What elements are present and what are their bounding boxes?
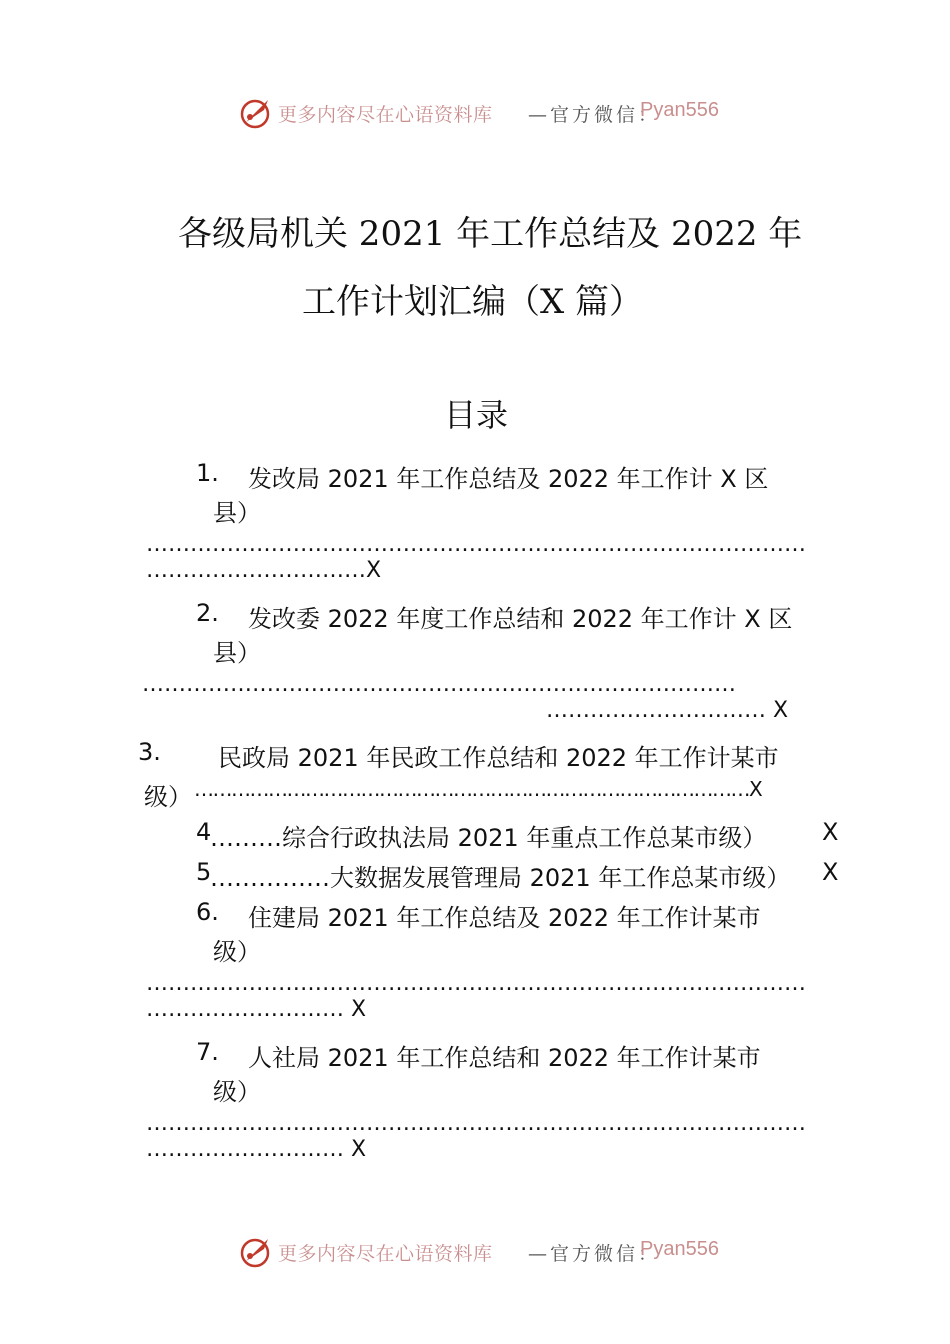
- watermark-wechat: Pyan556: [640, 1238, 719, 1260]
- toc-item-page: X: [822, 858, 839, 886]
- document-title-line1: 各级局机关 2021 年工作总结及 2022 年: [178, 214, 803, 254]
- toc-leader-dots: ………………………………………………………………………………: [146, 532, 806, 557]
- toc-leader-dots: ………………………………………………………………………: [142, 672, 736, 697]
- watermark-text: 更多内容尽在心语资料库: [278, 104, 493, 126]
- toc-item-number: 4: [196, 818, 212, 846]
- toc-item-text: ………综合行政执法局 2021 年重点工作总某市级）: [210, 824, 767, 852]
- toc-leader-page: ………………………… X: [546, 698, 789, 723]
- watermark-wechat: Pyan556: [640, 99, 719, 121]
- footer-watermark: [0, 1233, 950, 1273]
- toc-leader-page: ……………………… X: [146, 1137, 367, 1162]
- toc-item-number: 5: [196, 858, 212, 886]
- toc-item-text: ……………大数据发展管理局 2021 年工作总某市级）: [210, 864, 791, 892]
- watermark-dash: —官方微信：: [528, 1243, 661, 1265]
- toc-item-continuation: 级）: [213, 938, 261, 966]
- toc-item-number: 6.: [196, 898, 219, 926]
- toc-item-text: 发改委 2022 年度工作总结和 2022 年工作计 X 区: [248, 605, 793, 633]
- header-watermark: [0, 94, 950, 134]
- toc-item-number: 1.: [196, 459, 219, 487]
- toc-item-number: 7.: [196, 1038, 219, 1066]
- watermark-dash: —官方微信：: [528, 104, 661, 126]
- toc-item-continuation: 级）: [144, 783, 192, 811]
- toc-item-text: 民政局 2021 年民政工作总结和 2022 年工作计某市: [218, 744, 779, 772]
- toc-item-continuation: 级）: [213, 1078, 261, 1106]
- toc-item-text: 住建局 2021 年工作总结及 2022 年工作计某市: [248, 904, 761, 932]
- toc-leader-dots: ………………………………………………………………………………: [146, 1111, 806, 1136]
- quill-logo-icon: [238, 96, 274, 130]
- toc-leader-page: …………………………X: [146, 558, 382, 583]
- toc-leader-page: ………………………………………………………………………………X: [194, 777, 762, 801]
- toc-leader-dots: ………………………………………………………………………………: [146, 971, 806, 996]
- quill-logo-icon: [238, 1235, 274, 1269]
- document-title-line2: 工作计划汇编（X 篇）: [302, 282, 644, 322]
- toc-item-text: 发改局 2021 年工作总结及 2022 年工作计 X 区: [248, 465, 769, 493]
- toc-item-continuation: 县）: [213, 639, 261, 667]
- watermark-text: 更多内容尽在心语资料库: [278, 1243, 493, 1265]
- toc-item-text: 人社局 2021 年工作总结和 2022 年工作计某市: [248, 1044, 761, 1072]
- toc-leader-page: ……………………… X: [146, 997, 367, 1022]
- toc-item-number: 2.: [196, 599, 219, 627]
- toc-item-page: X: [822, 818, 839, 846]
- toc-item-number: 3.: [138, 738, 161, 766]
- toc-heading: 目录: [444, 396, 509, 434]
- toc-item-continuation: 县）: [213, 499, 261, 527]
